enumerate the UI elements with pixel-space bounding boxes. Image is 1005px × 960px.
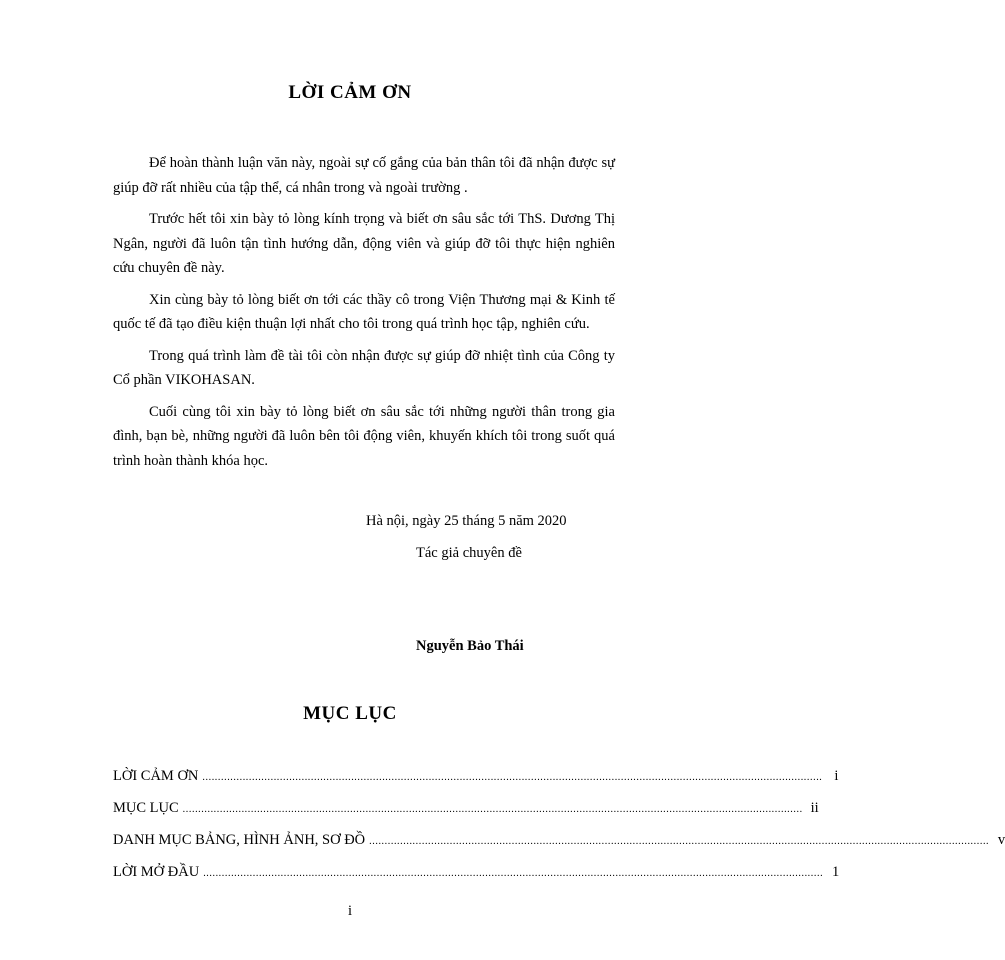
toc-leader-dots: ........................................................................................................................................................................................................ bbox=[369, 836, 990, 847]
toc-entry-label: MỤC LỤC bbox=[113, 800, 179, 816]
toc-leader-dots: ........................................................................................................................................................................................................ bbox=[182, 804, 803, 815]
toc-entry-page: i bbox=[834, 768, 839, 784]
acknowledgement-paragraph: Cuối cùng tôi xin bày tỏ lòng biết ơn sâu sắc tới những người thân trong gia đình, bạn bè, những người đã luôn bên tôi động viên, khuyến khích tôi trong suốt quá trình hoàn thành khóa học. bbox=[113, 403, 615, 469]
toc-entry[interactable] bbox=[113, 832, 1005, 864]
table-of-contents bbox=[113, 768, 1005, 896]
acknowledgement-title: LỜI CẢM ƠN bbox=[288, 82, 412, 103]
toc-title: MỤC LỤC bbox=[303, 703, 397, 724]
toc-entry[interactable] bbox=[113, 800, 819, 832]
toc-entry-label: LỜI CẢM ƠN bbox=[113, 768, 199, 784]
toc-entry-label: LỜI MỞ ĐẦU bbox=[113, 864, 200, 880]
acknowledgement-paragraph: Để hoàn thành luận văn này, ngoài sự cố gắng của bản thân tôi đã nhận được sự giúp đỡ rất nhiều của tập thể, cá nhân trong và ngoài trường . bbox=[113, 155, 615, 196]
toc-entry-page: v bbox=[997, 832, 1005, 848]
acknowledgement-body bbox=[113, 151, 615, 480]
acknowledgement-paragraph: Trước hết tôi xin bày tỏ lòng kính trọng và biết ơn sâu sắc tới ThS. Dương Thị Ngân, người đã luôn tận tình hướng dẫn, động viên và giúp đỡ tôi thực hiện nghiên cứu chuyên đề này. bbox=[113, 211, 615, 276]
signature-name: Nguyễn Bảo Thái bbox=[416, 638, 524, 654]
toc-entry[interactable] bbox=[113, 864, 840, 896]
signature-role: Tác giả chuyên đề bbox=[416, 545, 522, 561]
toc-entry-label: DANH MỤC BẢNG, HÌNH ẢNH, SƠ ĐỒ bbox=[113, 832, 366, 848]
toc-entry[interactable] bbox=[113, 768, 839, 800]
acknowledgement-paragraph: Xin cùng bày tỏ lòng biết ơn tới các thầy cô trong Viện Thương mại & Kinh tế quốc tế đã tạo điều kiện thuận lợi nhất cho tôi trong quá trình học tập, nghiên cứu. bbox=[113, 291, 615, 332]
toc-leader-dots: ........................................................................................................................................................................................................ bbox=[203, 868, 824, 879]
toc-entry-page: ii bbox=[810, 800, 819, 816]
toc-entry-page: 1 bbox=[831, 864, 840, 880]
signature-date: Hà nội, ngày 25 tháng 5 năm 2020 bbox=[366, 513, 567, 529]
toc-leader-dots: ........................................................................................................................................................................................................ bbox=[202, 772, 823, 783]
acknowledgement-paragraph: Trong quá trình làm đề tài tôi còn nhận được sự giúp đỡ nhiệt tình của Công ty Cổ phần VIKOHASAN. bbox=[113, 347, 615, 388]
page-number: i bbox=[347, 903, 353, 919]
